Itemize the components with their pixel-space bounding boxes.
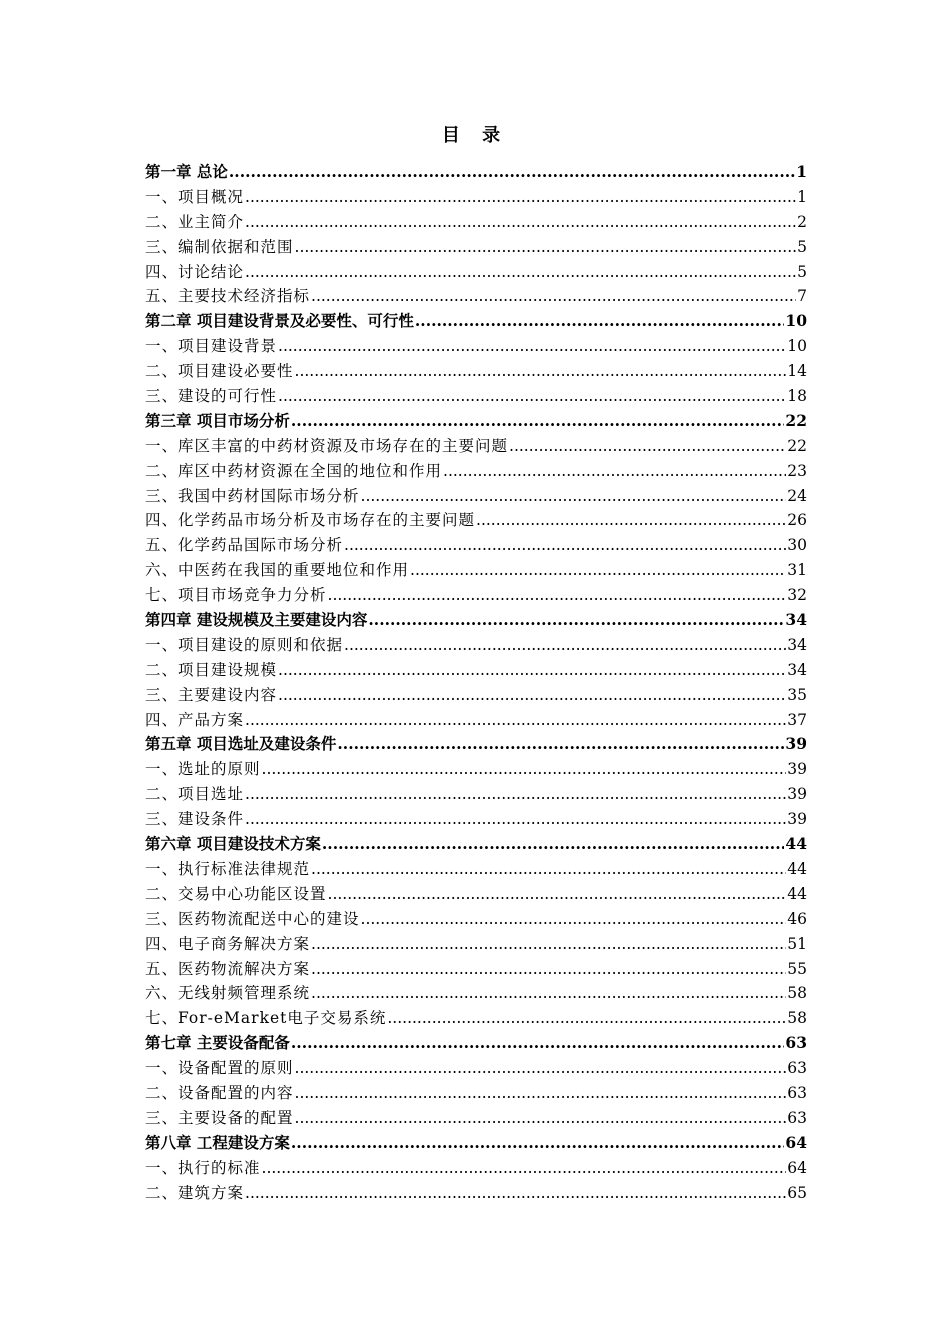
toc-entry-title: 三、建设条件	[145, 810, 245, 829]
toc-entry-title: 二、建筑方案	[145, 1183, 245, 1202]
toc-entry-title: 三、医药物流配送中心的建设	[145, 909, 360, 928]
toc-dot-leader	[262, 757, 787, 782]
toc-entry-title: 一、库区丰富的中药材资源及市场存在的主要问题	[145, 436, 509, 455]
toc-entry-title: 二、交易中心功能区设置	[145, 884, 327, 903]
toc-chapter-entry[interactable]	[145, 1131, 807, 1156]
toc-section-entry[interactable]	[145, 658, 807, 683]
toc-dot-leader	[295, 1056, 787, 1081]
toc-entry-title: 第六章 项目建设技术方案	[145, 834, 321, 854]
toc-section-entry[interactable]	[145, 708, 807, 733]
toc-entry-title: 二、库区中药材资源在全国的地位和作用	[145, 461, 443, 480]
toc-chapter-entry[interactable]	[145, 608, 807, 633]
toc-section-entry[interactable]	[145, 932, 807, 957]
table-of-contents	[145, 160, 807, 1205]
toc-dot-leader	[509, 434, 786, 459]
toc-section-entry[interactable]	[145, 807, 807, 832]
toc-dot-leader	[361, 907, 787, 932]
toc-dot-leader	[311, 284, 796, 309]
toc-chapter-entry[interactable]	[145, 160, 807, 185]
toc-page-number: 35	[787, 685, 807, 704]
toc-page-number: 65	[787, 1183, 807, 1202]
toc-entry-title: 二、业主简介	[145, 212, 245, 231]
toc-dot-leader	[295, 359, 787, 384]
toc-entry-title: 第一章 总论	[145, 162, 228, 181]
toc-page-number: 37	[787, 710, 807, 729]
toc-section-entry[interactable]	[145, 683, 807, 708]
toc-entry-title: 三、主要设备的配置	[145, 1108, 294, 1127]
toc-chapter-entry[interactable]	[145, 832, 807, 857]
toc-dot-leader	[291, 409, 785, 434]
toc-dot-leader	[245, 807, 786, 832]
toc-chapter-entry[interactable]	[145, 732, 807, 757]
toc-entry-title: 一、项目建设的原则和依据	[145, 635, 344, 654]
toc-page-number: 31	[787, 561, 807, 580]
toc-page-number: 14	[787, 362, 807, 381]
toc-page-number: 5	[797, 262, 807, 281]
toc-page-number: 18	[787, 387, 807, 406]
toc-section-entry[interactable]	[145, 757, 807, 782]
toc-dot-leader	[476, 508, 786, 533]
toc-entry-title: 三、建设的可行性	[145, 387, 278, 406]
toc-entry-title: 四、电子商务解决方案	[145, 934, 311, 953]
toc-entry-title: 二、项目建设必要性	[145, 362, 294, 381]
toc-dot-leader	[322, 832, 785, 857]
toc-page-number: 55	[787, 959, 807, 978]
toc-entry-title: 四、化学药品市场分析及市场存在的主要问题	[145, 511, 476, 530]
toc-page-number: 23	[787, 461, 807, 480]
toc-section-entry[interactable]	[145, 185, 807, 210]
toc-page-number: 22	[787, 436, 807, 455]
toc-page-number: 63	[787, 1108, 807, 1127]
toc-page-number: 10	[787, 337, 807, 356]
toc-page-number: 34	[785, 610, 807, 630]
toc-section-entry[interactable]	[145, 907, 807, 932]
toc-page-number: 64	[787, 1158, 807, 1177]
toc-section-entry[interactable]	[145, 284, 807, 309]
toc-entry-title: 一、设备配置的原则	[145, 1059, 294, 1078]
toc-dot-leader	[387, 1006, 786, 1031]
toc-section-entry[interactable]	[145, 235, 807, 260]
toc-entry-title: 五、化学药品国际市场分析	[145, 536, 344, 555]
toc-page-number: 1	[797, 187, 807, 206]
toc-dot-leader	[278, 658, 786, 683]
toc-section-entry[interactable]	[145, 583, 807, 608]
toc-entry-title: 六、中医药在我国的重要地位和作用	[145, 561, 410, 580]
toc-dot-leader	[245, 782, 786, 807]
toc-entry-title: 第二章 项目建设背景及必要性、可行性	[145, 311, 414, 331]
toc-dot-leader	[311, 857, 786, 882]
toc-entry-title: 第五章 项目选址及建设条件	[145, 734, 337, 754]
toc-entry-title: 二、项目建设规模	[145, 660, 278, 679]
toc-page-number: 44	[787, 859, 807, 878]
toc-dot-leader	[311, 981, 786, 1006]
toc-section-entry[interactable]	[145, 957, 807, 982]
toc-chapter-entry[interactable]	[145, 1031, 807, 1056]
toc-section-entry[interactable]	[145, 558, 807, 583]
toc-dot-leader	[245, 210, 796, 235]
toc-entry-title: 第三章 项目市场分析	[145, 410, 290, 430]
toc-page-number: 39	[787, 810, 807, 829]
toc-dot-leader	[245, 185, 796, 210]
toc-section-entry[interactable]	[145, 1006, 807, 1031]
toc-section-entry[interactable]	[145, 633, 807, 658]
toc-page-number: 63	[787, 1083, 807, 1102]
toc-page-number: 63	[787, 1059, 807, 1078]
toc-dot-leader	[245, 708, 786, 733]
toc-page-number: 64	[785, 1132, 807, 1152]
toc-dot-leader	[337, 732, 784, 757]
toc-dot-leader	[415, 309, 785, 334]
toc-dot-leader	[311, 932, 786, 957]
toc-section-entry[interactable]	[145, 981, 807, 1006]
toc-section-entry[interactable]	[145, 1106, 807, 1131]
toc-entry-title: 一、项目建设背景	[145, 337, 278, 356]
toc-page-number: 34	[787, 635, 807, 654]
toc-section-entry[interactable]	[145, 508, 807, 533]
toc-entry-title: 三、编制依据和范围	[145, 237, 294, 256]
toc-dot-leader	[291, 1031, 785, 1056]
toc-chapter-entry[interactable]	[145, 409, 807, 434]
toc-dot-leader	[295, 1081, 787, 1106]
toc-page-number: 58	[787, 984, 807, 1003]
toc-entry-title: 一、选址的原则	[145, 760, 261, 779]
toc-title: 目 录	[441, 125, 509, 146]
toc-entry-title: 第四章 建设规模及主要建设内容	[145, 610, 368, 630]
toc-chapter-entry[interactable]	[145, 309, 807, 334]
toc-dot-leader	[229, 160, 795, 185]
toc-entry-title: 二、项目选址	[145, 785, 245, 804]
toc-dot-leader	[295, 235, 797, 260]
toc-dot-leader	[361, 484, 787, 509]
toc-dot-leader	[291, 1131, 785, 1156]
toc-page-number: 58	[787, 1009, 807, 1028]
toc-section-entry[interactable]	[145, 434, 807, 459]
toc-page-number: 32	[787, 586, 807, 605]
toc-page-number: 30	[787, 536, 807, 555]
toc-dot-leader	[278, 683, 786, 708]
toc-page-number: 7	[797, 287, 807, 306]
toc-section-entry[interactable]	[145, 1056, 807, 1081]
toc-entry-title: 一、执行的标准	[145, 1158, 261, 1177]
toc-entry-title: 三、我国中药材国际市场分析	[145, 486, 360, 505]
toc-entry-title: 五、主要技术经济指标	[145, 287, 311, 306]
toc-page-number: 1	[796, 162, 807, 181]
toc-dot-leader	[245, 260, 796, 285]
toc-entry-title: 四、产品方案	[145, 710, 245, 729]
toc-section-entry[interactable]	[145, 857, 807, 882]
toc-dot-leader	[368, 608, 784, 633]
toc-section-entry[interactable]	[145, 1181, 807, 1206]
toc-section-entry[interactable]	[145, 484, 807, 509]
toc-entry-title: 六、无线射频管理系统	[145, 984, 311, 1003]
toc-page-number: 39	[787, 785, 807, 804]
toc-section-entry[interactable]	[145, 334, 807, 359]
toc-page-number: 44	[787, 884, 807, 903]
toc-dot-leader	[262, 1156, 787, 1181]
toc-dot-leader	[344, 533, 786, 558]
toc-dot-leader	[278, 334, 786, 359]
toc-section-entry[interactable]	[145, 533, 807, 558]
toc-section-entry[interactable]	[145, 384, 807, 409]
toc-dot-leader	[295, 1106, 787, 1131]
toc-section-entry[interactable]	[145, 210, 807, 235]
toc-section-entry[interactable]	[145, 1156, 807, 1181]
toc-dot-leader	[328, 882, 787, 907]
toc-page-number: 39	[787, 760, 807, 779]
toc-page-number: 24	[787, 486, 807, 505]
toc-entry-title: 一、执行标准法律规范	[145, 859, 311, 878]
toc-page-number: 51	[787, 934, 807, 953]
toc-section-entry[interactable]	[145, 260, 807, 285]
toc-page-number: 10	[785, 311, 807, 331]
toc-page-number: 34	[787, 660, 807, 679]
toc-section-entry[interactable]	[145, 782, 807, 807]
toc-page-number: 26	[787, 511, 807, 530]
toc-page-number: 44	[785, 834, 807, 854]
toc-section-entry[interactable]	[145, 882, 807, 907]
toc-entry-title: 七、项目市场竞争力分析	[145, 586, 327, 605]
toc-dot-leader	[328, 583, 787, 608]
toc-dot-leader	[311, 957, 786, 982]
toc-entry-title: 五、医药物流解决方案	[145, 959, 311, 978]
toc-entry-title: 第七章 主要设备配备	[145, 1033, 290, 1053]
toc-dot-leader	[344, 633, 786, 658]
toc-entry-title: 七、For-eMarket电子交易系统	[145, 1009, 387, 1028]
toc-entry-title: 四、讨论结论	[145, 262, 245, 281]
toc-page-number: 46	[787, 909, 807, 928]
toc-entry-title: 三、主要建设内容	[145, 685, 278, 704]
toc-section-entry[interactable]	[145, 359, 807, 384]
toc-page-number: 2	[797, 212, 807, 231]
toc-entry-title: 一、项目概况	[145, 187, 245, 206]
toc-page-number: 63	[785, 1033, 807, 1053]
toc-page-number: 5	[797, 237, 807, 256]
toc-dot-leader	[410, 558, 786, 583]
toc-page-number: 39	[785, 734, 807, 754]
toc-section-entry[interactable]	[145, 1081, 807, 1106]
toc-page-number: 22	[785, 410, 807, 430]
toc-dot-leader	[278, 384, 786, 409]
toc-section-entry[interactable]	[145, 459, 807, 484]
toc-dot-leader	[443, 459, 786, 484]
toc-entry-title: 第八章 工程建设方案	[145, 1132, 290, 1152]
toc-entry-title: 二、设备配置的内容	[145, 1083, 294, 1102]
toc-dot-leader	[245, 1181, 786, 1206]
